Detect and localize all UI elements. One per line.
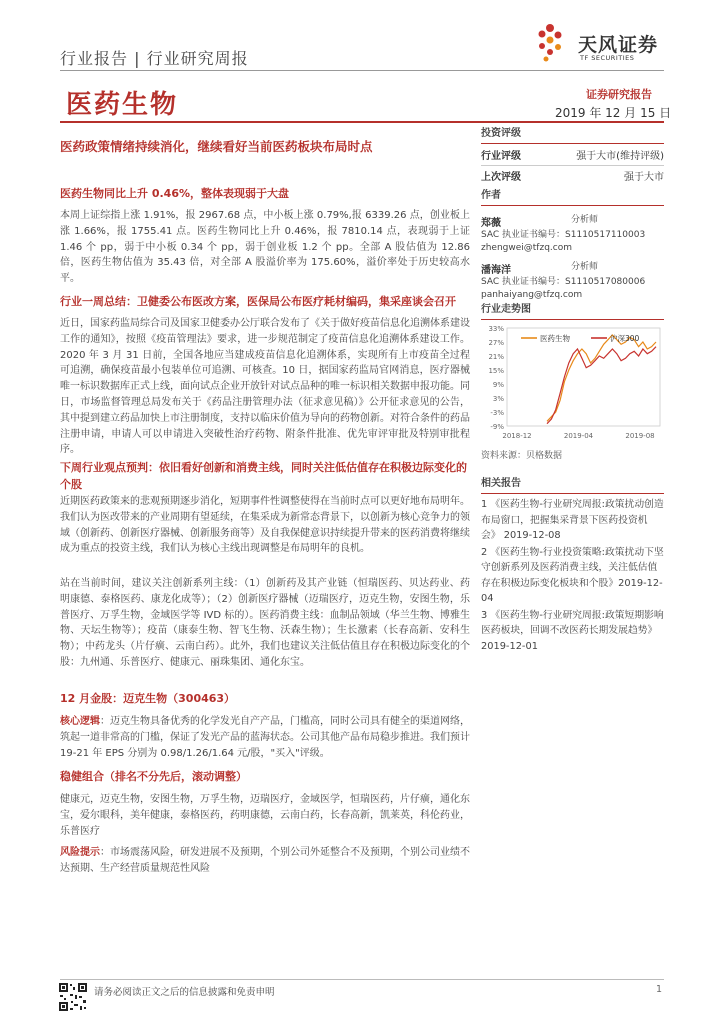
section-text-risk [60,845,470,877]
x-tick-label: 2019-04 [563,432,594,440]
rating-block [481,124,664,183]
author-role: 分析师 [571,262,599,272]
industry-trend-chart [481,320,664,442]
author-name: 郑薇 [481,218,501,229]
logo-text-en: TF SECURITIES [580,54,635,62]
section-text-weekly-summary: 近日，国家药监局综合司及国家卫健委办公厅联合发布了《关于做好疫苗信息化追溯体系建设工作的通知》，按照《疫苗管理法》要求，进一步规范制定了疫苗信息化追溯体系建设工作。2020 年 3 月 31 日前，全国各地应当建成疫苗信息化追溯体系，实现所有上市疫苗全过程可追溯，确保疫苗最小包装单位可追溯、可核查。10 日，据国家药监局官网消息，医疗器械唯一标识数据库正式上线，面向试点企业开放针对试点品种的唯一标识相关数据申报功能。同日，市场监督管理总局发布关于《药品注册管理办法（征求意见稿）》公开征求意见的公告，其中提到建立药品加快上市注册制度，支持以临床价值为导向的药物创新。对符合条件的药品注册申请，申请人可以申请进入突破性治疗药物、附条件批准、优先审评审批及特别审批程序。 [60,318,470,456]
author-name: 潘海洋 [481,265,511,276]
footer-divider [60,979,664,980]
rating-bar [481,143,664,144]
core-logic-text: ：迈克生物具备优秀的化学发光自产产品，门槛高，同时公司具有健全的渠道网络，筑起一道非常高的门槛，保证了发光产品的蓝海状态。公司其他产品布局稳步推进。我们预计 19-21 年 EPS 分别为 0.98/1.26/1.64 元/股，"买入"评级。 [60,716,470,759]
chart-head: 行业走势图 [481,304,531,315]
legend-label: 医药生物 [540,334,570,343]
industry-title: 医药生物 [66,90,179,120]
logo-text-cn: 天风证券 [578,34,659,56]
section-title-performance: 医药生物同比上升 0.46%，整体表现弱于大盘 [60,187,289,200]
y-tick-label: 21% [488,353,504,361]
section-text-core-logic [60,714,470,761]
section-title-golden-stock: 12 月金股：迈克生物（300463） [60,692,236,705]
rating-row-previous [481,168,664,183]
footer-disclaimer: 请务必阅读正文之后的信息披露和免责申明 [94,987,275,998]
authors-bar [481,205,664,206]
core-logic-label: 核心逻辑 [60,716,100,727]
section-title-outlook: 下周行业观点预判：依旧看好创新和消费主线，同时关注低估值存在积极边际变化的个股 [60,461,467,491]
report-type: 证券研究报告 [586,88,652,101]
author-email[interactable]: panhaiyang@tfzq.com [481,290,583,300]
y-tick-label: -3% [490,409,504,417]
report-category: 行业报告 | 行业研究周报 [60,49,249,68]
y-tick-label: 33% [488,325,504,333]
section-title-weekly-summary: 行业一周总结：卫健委公布医改方案，医保局公布医疗耗材编码，集采座谈会召开 [60,295,456,308]
related-report-item[interactable]: 3 《医药生物-行业研究周报:政策短期影响医药板块，回调不改医药长期发展趋势》 2019-12-01 [481,609,664,652]
industry-rating-value: 强于大市(维持评级) [576,151,664,162]
series-line-pharma [547,335,656,421]
author-email[interactable]: zhengwei@tfzq.com [481,243,572,253]
chart-source: 资料来源：贝格数据 [481,451,563,461]
section-text-outlook-1: 近期医药政策来的悲观预期逐步消化，短期事件性调整使得在当前时点可以更好地布局明年。我们认为医改带来的产业周期有望延续，在集采成为新常态背景下，以创新为核心竞争力的领域（创新药、创新医疗器械、创新服务商等）及自我保健意识持续提升带来的医药消费将继续成为重点的投资主线，我们认为核心主线出现调整是布局明年的良机。 [60,496,470,555]
related-head: 相关报告 [481,478,521,489]
related-report-item[interactable]: 1 《医药生物-行业研究周报:政策扰动创造布局窗口，把握集采背景下医药投资机会》 2019-12-08 [481,499,664,541]
section-text-portfolio: 健康元，迈克生物，安图生物，万孚生物，迈瑞医疗，金域医学，恒瑞医药，片仔癀，通化东宝，爱尔眼科，美年健康，泰格医药，药明康德，云南白药，长春高新，凯莱英，科伦药业，乐普医疗 [60,794,470,837]
legend-label: 沪深300 [610,334,640,343]
chart-block [481,300,664,320]
author-cert: SAC 执业证书编号：S1110517080006 [481,277,646,287]
author-role: 分析师 [571,215,599,225]
author-entry [481,261,664,302]
rating-head: 投资评级 [481,128,521,139]
y-tick-label: 9% [492,381,504,389]
title-rule [60,121,664,123]
section-text-outlook-2: 站在当前时间，建议关注创新系列主线：（1）创新药及其产业链（恒瑞医药、贝达药业、药明康德、泰格医药、康龙化成等）；（2）创新医疗器械（迈瑞医疗，迈克生物，安图生物，乐普医疗、万孚生物，金域医学等 IVD 标的）。医药消费主线：血制品领域（华兰生物、博雅生物、天坛生物等）；疫苗（康泰生物、智飞生物、沃森生物）；生长激素（长春高新、安科生物）；中药龙头（片仔癀、云南白药）。此外，我们也建议关注低估值且存在积极边际变化的个股：九州通、乐普医疗、健康元、丽珠集团、通化东宝。 [60,578,470,668]
author-cert: SAC 执业证书编号：S1110517110003 [481,230,646,240]
previous-rating-value: 强于大市 [624,172,664,183]
report-date: 2019 年 12 月 15 日 [555,106,672,120]
rating-divider [481,165,664,166]
y-tick-label: 3% [492,395,504,403]
author-entry [481,214,664,255]
qr-code-icon [58,982,88,1012]
y-tick-label: 27% [488,339,504,347]
related-block [481,474,664,654]
logo-mark-icon [539,24,562,62]
previous-rating-label: 上次评级 [481,172,521,183]
industry-rating-label: 行业评级 [481,151,521,162]
page-number: 1 [656,984,663,995]
y-tick-label: -9% [490,423,504,431]
risk-label: 风险提示 [60,847,100,858]
risk-text: ：市场震荡风险，研发进展不及预期，个别公司外延整合不及预期，个别公司业绩不达预期、生产经营质量规范性风险 [60,847,470,874]
x-tick-label: 2019-08 [625,432,655,440]
authors-block [481,186,664,302]
related-bar [481,493,664,494]
rating-row-industry [481,147,664,162]
y-tick-label: 15% [488,367,504,375]
related-report-item[interactable]: 2 《医药生物-行业投资策略:政策扰动下坚守创新系列及医药消费主线，关注低估值存在积极边际变化板块和个股》2019-12-04 [481,546,664,604]
authors-head: 作者 [481,190,501,201]
section-title-portfolio: 稳健组合（排名不分先后，滚动调整） [60,770,247,783]
x-tick-label: 2018-12 [502,432,532,440]
header-divider [60,70,664,71]
section-text-performance: 本周上证综指上涨 1.91%，报 2967.68 点，中小板上涨 0.79%,报 6339.26 点，创业板上涨 1.66%，报 1755.41 点。医药生物同比上升 0.46%，报 7810.14 点，表现弱于上证 1.46 个 pp，弱于中小板 0.34 个 pp，弱于创业板 1.2 个 pp。全部 A 股估值为 12.86 倍，医药生物估值为 35.43 倍，对全部 A 股溢价率为 175.60%，溢价率处于历史较高水平。 [60,210,470,285]
headline: 医药政策情绪持续消化，继续看好当前医药板块布局时点 [60,139,373,154]
